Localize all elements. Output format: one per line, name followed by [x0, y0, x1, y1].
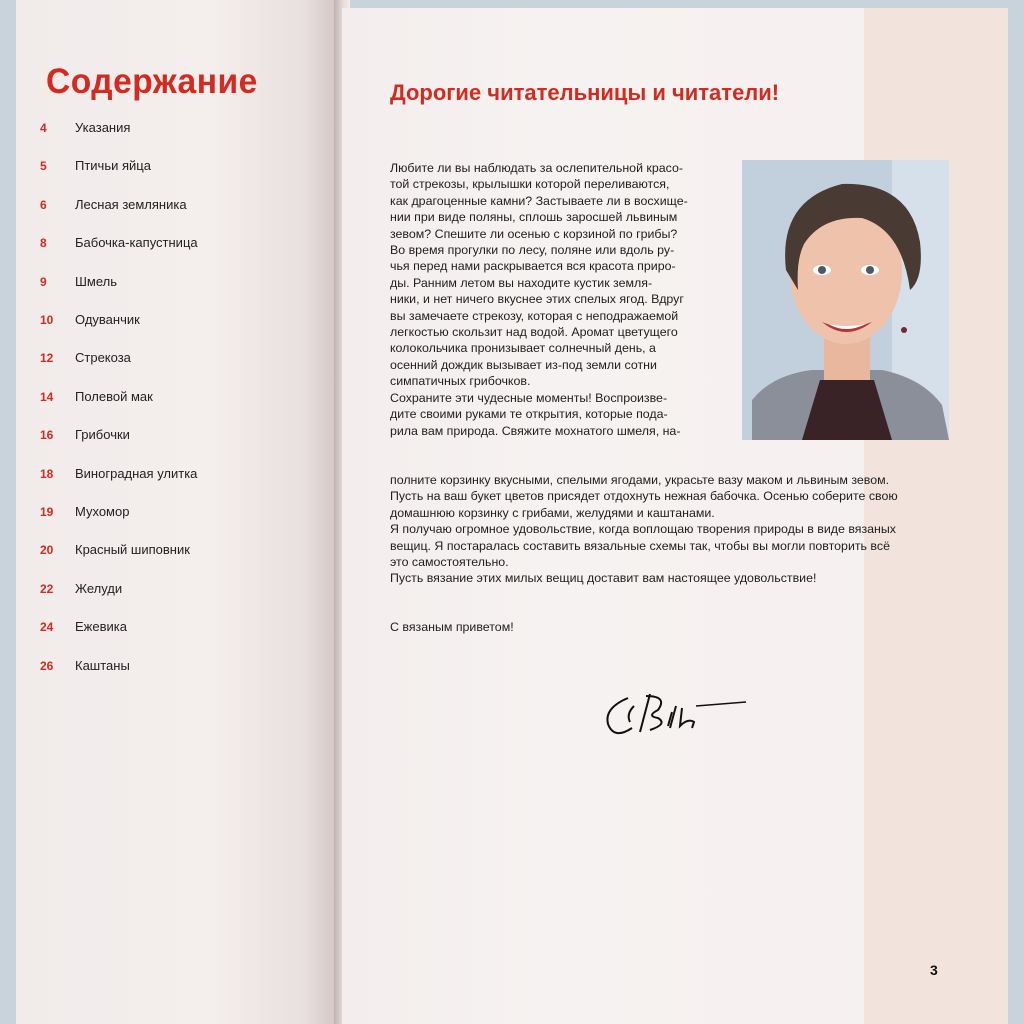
toc-item-label: Каштаны: [75, 657, 130, 673]
toc-item-label: Полевой мак: [75, 388, 153, 404]
letter-line: Во время прогулки по лесу, поляне или вдоль ру-: [390, 243, 675, 258]
author-signature: [598, 684, 748, 744]
toc-item-label: Шмель: [75, 273, 118, 289]
toc-item: [16, 195, 316, 215]
letter-line: дите своими руками те открытия, которые пода-: [390, 407, 668, 422]
toc-page-number: 10: [40, 313, 54, 327]
toc-page-number: 26: [40, 658, 54, 673]
toc-page-number: 16: [40, 428, 54, 443]
toc-item: [16, 540, 316, 560]
toc-page-number: 9: [40, 274, 47, 289]
toc-item: [16, 579, 316, 599]
author-photo: [742, 160, 949, 440]
toc-item: [16, 617, 316, 637]
letter-line: рила вам природа. Свяжите мохнатого шмеля, на-: [390, 423, 681, 438]
letter-text-narrow: [390, 160, 722, 439]
letter-line: полните корзинку вкусными, спелыми ягодами, украсьте вазу маком и львиным зевом.: [390, 473, 890, 487]
toc-item-label: Птичьи яйца: [75, 158, 151, 174]
toc-item-label: Лесная земляника: [75, 196, 187, 212]
toc-item-label: Красный шиповник: [75, 542, 190, 558]
letter-line: вы замечаете стрекозу, которая с неподражаемой: [390, 308, 679, 323]
toc-page-number: 12: [40, 351, 54, 366]
letter-line: ды. Ранним летом вы находите кустик земля-: [390, 275, 653, 290]
toc-item: [16, 272, 316, 292]
toc-item-label: Желуди: [75, 580, 123, 596]
letter-line: как драгоценные камни? Застываете ли в восхище-: [390, 193, 688, 208]
letter-line: Сохраните эти чудесные моменты! Воспроизве-: [390, 390, 668, 405]
toc-item-label: Грибочки: [75, 427, 130, 443]
letter-line: той стрекозы, крылышки которой переливаются,: [390, 177, 670, 192]
toc-page-number: 22: [40, 581, 54, 596]
letter-line: Пусть на ваш букет цветов присядет отдохнуть нежная бабочка. Осенью соберите свою: [390, 489, 898, 504]
toc-page-number: 6: [40, 197, 47, 212]
letter-line: Я получаю огромное удовольствие, когда воплощаю творения природы в виде вязаных: [390, 522, 896, 537]
letter-line: осенний дождик вызывает из-под земли сотни: [390, 357, 657, 372]
left-page: [16, 0, 342, 1024]
letter-line: симпатичных грибочков.: [390, 374, 531, 389]
letter-line: нии при виде поляны, сплошь заросшей львиным: [390, 210, 678, 225]
toc-item: [16, 464, 316, 484]
toc-item: [16, 310, 316, 330]
toc-item-label: Бабочка-капустница: [75, 235, 198, 251]
page-number: 3: [930, 962, 938, 978]
letter-line: ники, и нет ничего вкуснее этих спелых ягод. Вдруг: [390, 292, 684, 307]
toc-item: [16, 233, 316, 253]
toc-item-label: Виноградная улитка: [75, 465, 198, 481]
letter-line: легкостью скользит над водой. Аромат цветущего: [390, 325, 678, 340]
toc-page-number: 20: [40, 543, 54, 558]
toc-page-number: 8: [40, 236, 47, 251]
toc-page-number: 5: [40, 159, 47, 174]
toc-page-number: 14: [40, 389, 54, 404]
toc-item-label: Одуванчик: [75, 312, 140, 327]
toc-page-number: 24: [40, 620, 54, 635]
toc-item: [16, 502, 316, 522]
letter-line: вещиц. Я постаралась составить вязальные схемы так, чтобы вы могли повторить всё: [390, 538, 890, 553]
toc-page-number: 19: [40, 505, 54, 519]
toc-page-number: 18: [40, 466, 54, 481]
toc-item: [16, 425, 316, 445]
letter-line: зевом? Спешите ли осенью с корзиной по грибы?: [390, 226, 678, 241]
toc-item-label: Мухомор: [75, 504, 130, 519]
letter-line: Пусть вязание этих милых вещиц доставит вам настоящее удовольствие!: [390, 571, 817, 586]
toc-item: [16, 656, 316, 676]
letter-title: Дорогие читательницы и читатели!: [390, 80, 780, 105]
letter-line: колокольчика пронизывает солнечный день, а: [390, 341, 656, 356]
letter-text-wide: [390, 472, 910, 587]
toc-item: [16, 348, 316, 368]
toc-title: Содержание: [46, 62, 258, 101]
letter-line: чья перед нами раскрывается вся красота приро-: [390, 259, 676, 274]
letter-closing: С вязаным приветом!: [390, 620, 514, 634]
right-page: [342, 8, 1008, 1024]
toc-item: [16, 118, 316, 138]
toc-page-number: 4: [40, 121, 47, 135]
letter-line: домашнюю корзинку с грибами, желудями и каштанами.: [390, 505, 715, 520]
toc-item-label: Стрекоза: [75, 350, 131, 366]
toc-item-label: Ежевика: [75, 619, 127, 635]
toc-item: [16, 387, 316, 407]
letter-line: Любите ли вы наблюдать за ослепительной красо-: [390, 161, 683, 175]
toc-item-label: Указания: [75, 120, 131, 135]
letter-line: это самостоятельно.: [390, 555, 509, 570]
toc-item: [16, 156, 316, 176]
